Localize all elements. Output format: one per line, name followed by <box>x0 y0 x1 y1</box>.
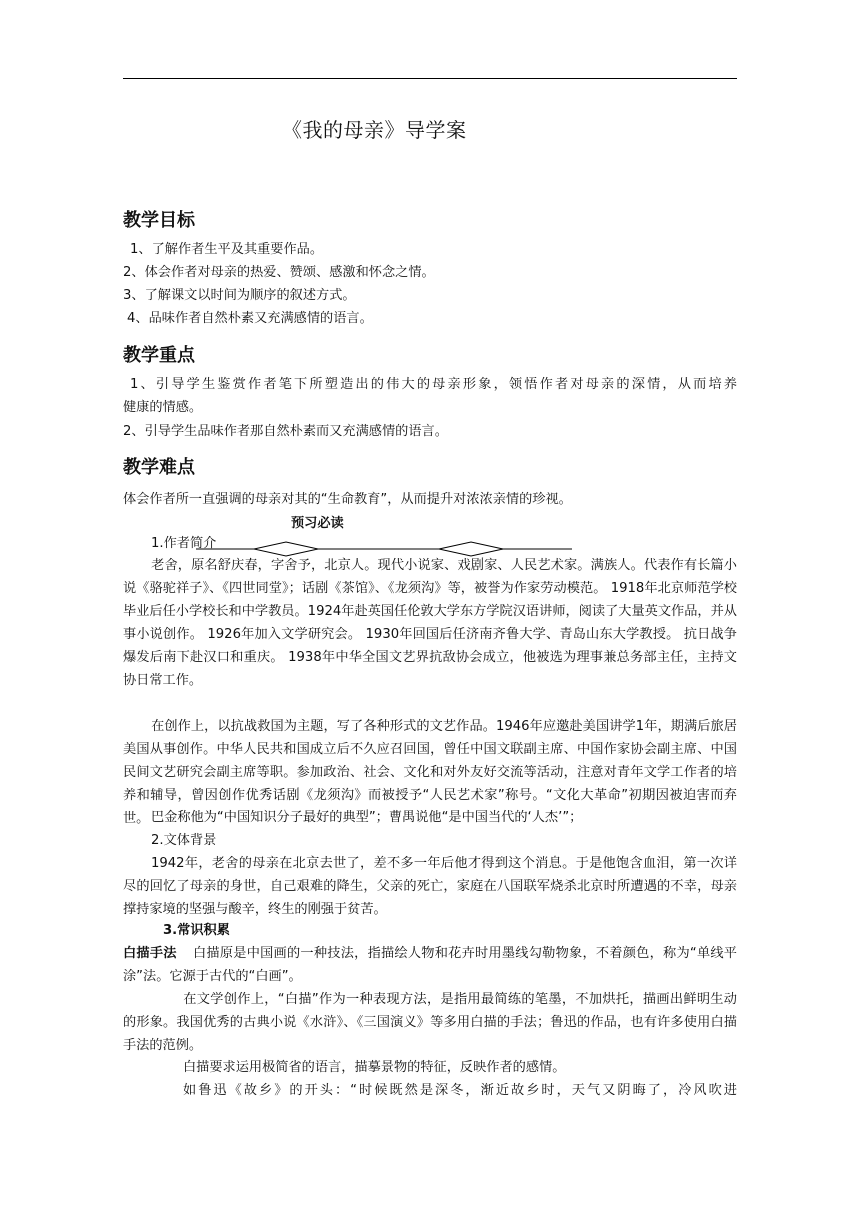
difficulties-text: 体会作者所一直强调的母亲对其的“生命教育”，从而提升对浓浓亲情的珍视。 <box>123 492 572 507</box>
key-point-2: 2、引导学生品味作者那自然朴素而又充满感情的语言。 <box>123 424 448 439</box>
section-background-heading: 2.文体背景 <box>151 833 217 848</box>
section-author-heading: 1.作者简介 <box>151 536 217 551</box>
key-points-heading: 教学重点 <box>123 345 195 366</box>
baimiao-text-2: 在文学创作上，“白描”作为一种表现方法，是指用最简练的笔墨，不加烘托，描画出鲜明生动的形象。我国优秀的古典小说《水浒》、《三国演义》等多用白描的手法；鲁迅的作品，也有许多使用白描手法的范例。 <box>123 992 737 1053</box>
document-title: 《我的母亲》导学案 <box>282 118 467 142</box>
baimiao-paragraph-3: 白描要求运用极简省的语言，描摹景物的特征，反映作者的感情。 <box>183 1060 566 1075</box>
section-knowledge-heading: 3.常识积累 <box>163 923 230 938</box>
background-text: 1942年，老舍的母亲在北京去世了，差不多一年后他才得到这个消息。于是他饱含血泪，第一次详尽的回忆了母亲的身世，自己艰难的降生，父亲的死亡，家庭在八国联军烧杀北京时所遭遇的不幸，母亲撑持家境的坚强与酸辛，终生的刚强于贫苦。 <box>123 856 737 917</box>
goal-item-1: 1、了解作者生平及其重要作品。 <box>130 242 324 257</box>
baimiao-paragraph-1 <box>123 942 737 988</box>
author-intro-text-2: 在创作上，以抗战救国为主题，写了各种形式的文艺作品。1946年应邀赴美国讲学1年，期满后旅居美国从事创作。中华人民共和国成立后不久应召回国，曾任中国文联副主席、中国作家协会副主席、中国民间文艺研究会副主席等职。参加政治、社会、文化和对外友好交流等活动，注意对青年文学工作者的培养和辅导，曾因创作优秀话剧《龙须沟》而被授予“人民艺术家”称号。“文化大革命”初期因被迫害而弃世。 <box>123 719 737 826</box>
author-intro-text-1: 老舍，原名舒庆春，字舍予，北京人。现代小说家、戏剧家、人民艺术家。满族人。代表作有长篇小说《骆驼祥子》、《四世同堂》；话剧《茶馆》、《龙须沟》等，被誉为作家劳动模范。 1918年北京师范学校毕业后任小学校长和中学教员。1924年赴英国任伦敦大学东方学院汉语讲师，阅读了大量英文作品，并从事小说创作。 1926年加入文学研究会。 1930年回国后任济南齐鲁大学、青岛山东大学教授。 抗日战争爆发后南下赴汉口和重庆。 1938年中华全国文艺界抗敌协会成立，他被选为理事兼总务部主任，主持文协日常工作。 <box>123 558 737 688</box>
author-intro-paragraph-3 <box>123 806 737 829</box>
header-rule <box>123 78 737 79</box>
baimiao-text-1: 白描原是中国画的一种技法，指描绘人物和花卉时用墨线勾勒物象，不着颜色，称为“单线平涂”法。它源于古代的“白画”。 <box>123 946 737 984</box>
goal-item-3: 3、了解课文以时间为顺序的叙述方式。 <box>123 288 356 303</box>
preview-title: 预习必读 <box>291 516 344 531</box>
author-intro-paragraph-1 <box>123 554 737 692</box>
baimiao-paragraph-4: 如鲁迅《故乡》的开头：“时候既然是深冬，渐近故乡时，天气又阴晦了，冷风吹进 <box>183 1083 737 1098</box>
goal-item-4: 4、品味作者自然朴素又充满感情的语言。 <box>127 311 373 326</box>
difficulties-heading: 教学难点 <box>123 457 195 478</box>
background-paragraph <box>123 852 737 921</box>
key-point-1-line-1: 1、引导学生鉴赏作者笔下所塑造出的伟大的母亲形象，领悟作者对母亲的深情，从而培养 <box>130 377 737 392</box>
baimiao-paragraph-2 <box>123 988 737 1057</box>
author-intro-text-3: 巴金称他为“中国知识分子最好的典型”；曹禺说他“是中国当代的‘人杰’”； <box>151 810 583 825</box>
goal-item-2: 2、体会作者对母亲的热爱、赞颂、感激和怀念之情。 <box>123 265 435 280</box>
key-point-1-line-2: 健康的情感。 <box>123 400 203 415</box>
baimiao-term: 白描手法 <box>123 946 177 961</box>
goals-heading: 教学目标 <box>123 210 195 231</box>
